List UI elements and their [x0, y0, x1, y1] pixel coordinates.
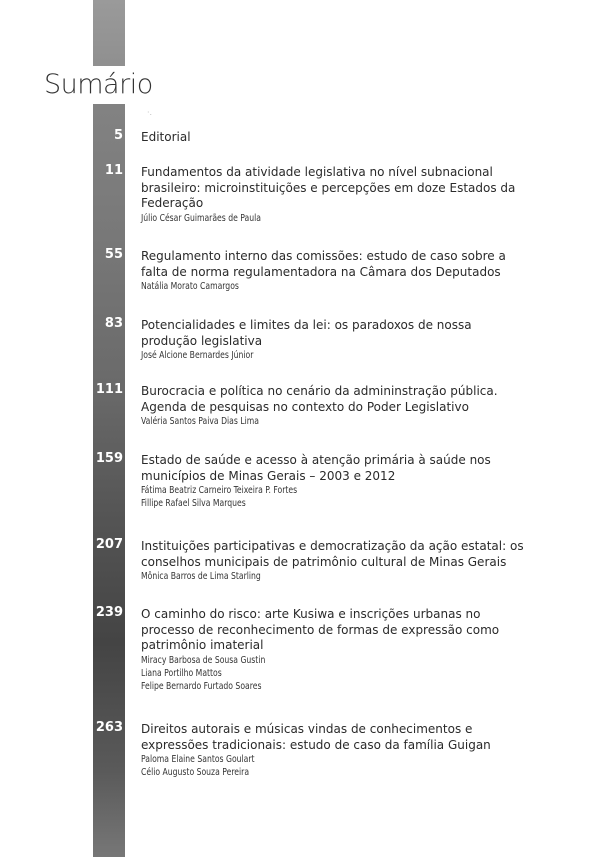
toc-entry-author: Paloma Elaine Santos Goulart [141, 754, 255, 765]
toc-page-number: 55 [104, 247, 123, 262]
toc-page-number: 239 [95, 605, 123, 620]
toc-page-number: 207 [95, 537, 123, 552]
toc-entry-title-line: conselhos municipais de patrimônio cultural de Minas Gerais [141, 554, 507, 569]
toc-page-number: 11 [104, 163, 123, 178]
toc-entry-author: Célio Augusto Souza Pereira [141, 767, 250, 778]
toc-entry-author: Miracy Barbosa de Sousa Gustin [141, 654, 266, 666]
toc-entry-title-line: O caminho do risco: arte Kusiwa e inscrições urbanas no [141, 607, 481, 621]
toc-entry-author: Fillipe Rafael Silva Marques [141, 498, 246, 509]
toc-entry-title-line: processo de reconhecimento de formas de expressão como [141, 622, 500, 637]
toc-page-number: 111 [95, 382, 123, 397]
page-title: Sumário [40, 66, 159, 104]
toc-entry-body [141, 453, 561, 510]
toc-page-number: 159 [95, 451, 123, 466]
toc-entry-title-line: Potencialidades e limites da lei: os paradoxos de nossa [141, 318, 472, 332]
toc-entry-title-line: Direitos autorais e músicas vindas de conhecimentos e [141, 722, 473, 736]
toc-entry-author: Natália Morato Camargos [141, 281, 239, 292]
toc-entry-body [141, 318, 561, 362]
toc-entry-author: Júlio César Guimarães de Paula [141, 212, 261, 224]
toc-entry-title-line: Burocracia e política no cenário da admininstração pública. [141, 384, 498, 398]
toc-entry-title-line: Federação [141, 196, 204, 210]
toc-entry-author: José Alcione Bernardes Júnior [141, 350, 254, 361]
scan-speck: ·. [147, 108, 153, 117]
toc-page-number: 83 [104, 316, 123, 331]
toc-entry-title-line: Agenda de pesquisas no contexto do Poder Legislativo [141, 399, 469, 414]
toc-entry-body [141, 249, 561, 293]
toc-entry-title-line: municípios de Minas Gerais – 2003 e 2012 [141, 468, 396, 483]
toc-page-number: 5 [113, 128, 123, 143]
toc-entry-title-line: Fundamentos da atividade legislativa no nível subnacional [141, 165, 493, 179]
toc-entry-body [141, 165, 561, 225]
toc-entry-author: Mônica Barros de Lima Starling [141, 571, 261, 582]
toc-entry-author: Valéria Santos Paiva Dias Lima [141, 416, 259, 427]
toc-entry-title-line: brasileiro: microinstituições e percepções em doze Estados da [141, 180, 516, 195]
toc-entry-title-line: patrimônio imaterial [141, 638, 264, 652]
toc-entry-body [141, 539, 561, 583]
toc-entry-title-line: produção legislativa [141, 333, 263, 348]
toc-entry-body [141, 722, 561, 779]
toc-entry-author: Fátima Beatriz Carneiro Teixeira P. Fortes [141, 485, 298, 496]
toc-entry-body [141, 130, 561, 146]
toc-entry-title-line: Estado de saúde e acesso à atenção primária à saúde nos [141, 453, 491, 467]
toc-page-number: 263 [95, 720, 123, 735]
toc-entry-author: Liana Portilho Mattos [141, 667, 222, 679]
toc-entry-title-line: Editorial [141, 130, 191, 144]
toc-entry-author: Felipe Bernardo Furtado Soares [141, 680, 262, 692]
toc-entry-title-line: Instituições participativas e democratização da ação estatal: os [141, 539, 524, 553]
toc-entry-title-line: falta de norma regulamentadora na Câmara dos Deputados [141, 264, 501, 279]
toc-entry-body [141, 607, 561, 693]
toc-entry-body [141, 384, 561, 428]
toc-entry-title-line: Regulamento interno das comissões: estudo de caso sobre a [141, 249, 506, 263]
toc-entry-title-line: expressões tradicionais: estudo de caso da família Guigan [141, 737, 491, 752]
